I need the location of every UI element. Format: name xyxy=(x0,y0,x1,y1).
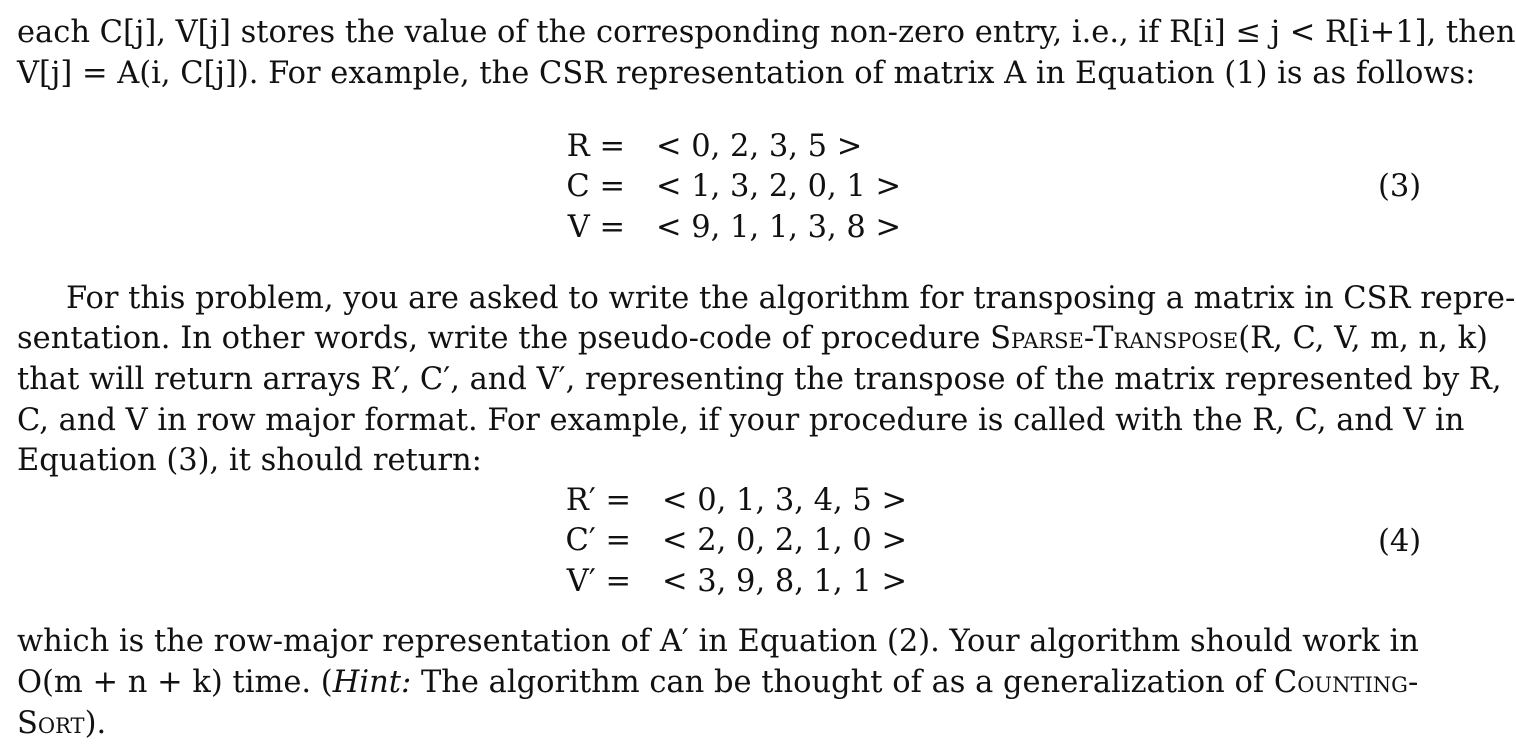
counting-sort-part1: Counting- xyxy=(1273,665,1419,700)
paragraph1-line2: V[j] = A(i, C[j]). For example, the CSR representation of matrix A in Equation (1) is as follows: xyxy=(17,56,1476,91)
eq3-rhs-r: < 0, 2, 3, 5 > xyxy=(656,129,863,164)
eq4-rhs-c: < 2, 0, 2, 1, 0 > xyxy=(662,523,908,558)
eq3-number: (3) xyxy=(1378,169,1422,204)
eq4-rhs-r: < 0, 1, 3, 4, 5 > xyxy=(662,483,908,518)
eq3-rhs-v: < 9, 1, 1, 3, 8 > xyxy=(656,210,902,245)
paragraph2-line1: For this problem, you are asked to write the algorithm for transposing a matrix in CSR repre- xyxy=(66,281,1516,316)
paragraph1-line1: each C[j], V[j] stores the value of the corresponding non-zero entry, i.e., if R[i] ≤ j < R[i+1], then xyxy=(17,15,1516,50)
counting-sort-part2: Sort xyxy=(17,706,85,741)
paragraph3-line1: which is the row-major representation of A′ in Equation (2). Your algorithm should work in xyxy=(17,624,1419,659)
eq4-number: (4) xyxy=(1378,524,1422,559)
eq4-rhs-v: < 3, 9, 8, 1, 1 > xyxy=(662,564,908,599)
eq3-rhs-c: < 1, 3, 2, 0, 1 > xyxy=(656,169,902,204)
paragraph2-line2: sentation. In other words, write the pseudo-code of procedure Sparse-Transpose(R, C, V, m, n, k) xyxy=(17,321,1488,356)
paragraph2-line5: Equation (3), it should return: xyxy=(17,443,482,478)
paragraph2-line3: that will return arrays R′, C′, and V′, representing the transpose of the matrix represented by R, xyxy=(17,362,1502,397)
document-page: each C[j], V[j] stores the value of the corresponding non-zero entry, i.e., if R[i] ≤ j < R[i+1], then V[j] = A(i, C[j]). For example, the CSR representation of matrix A in Equation (1) is as follows: R = < 0, 2, 3, 5 > C = < 1, 3, 2, 0, 1 > V = < 9, 1, 1, 3, 8 > (3) For this problem, you are asked to write the algorithm for transposing a matrix in CSR repre- sentation. In other words, write the pseudo-code of procedure Sparse-Transpose(R, C, V, m, n, k) that will return arrays R′, C′, and V′, representing the transpose of the matrix represented by R, C, and V in row major format. For example, if your procedure is called with the R, C, and V in Equation (3), it should return: R′ = < 0, 1, 3, 4, 5 > C′ = < 2, 0, 2, 1, 0 > V′ = < 3, 9, 8, 1, 1 > (4) which is the row-major representation of A′ in Equation (2). Your algorithm should work in O(m + n + k) time. (Hint: The algorithm can be thought of as a generalization of Counting- Sort). xyxy=(0,0,1454,754)
hint-label: Hint: xyxy=(332,665,412,700)
paragraph2-line4: C, and V in row major format. For example, if your procedure is called with the R, C, and V in xyxy=(17,403,1465,438)
procedure-name: Sparse-Transpose xyxy=(990,321,1239,356)
paragraph3-line3: Sort). xyxy=(17,706,107,741)
paragraph3-line2: O(m + n + k) time. (Hint: The algorithm can be thought of as a generalization of Counting- xyxy=(17,665,1419,700)
